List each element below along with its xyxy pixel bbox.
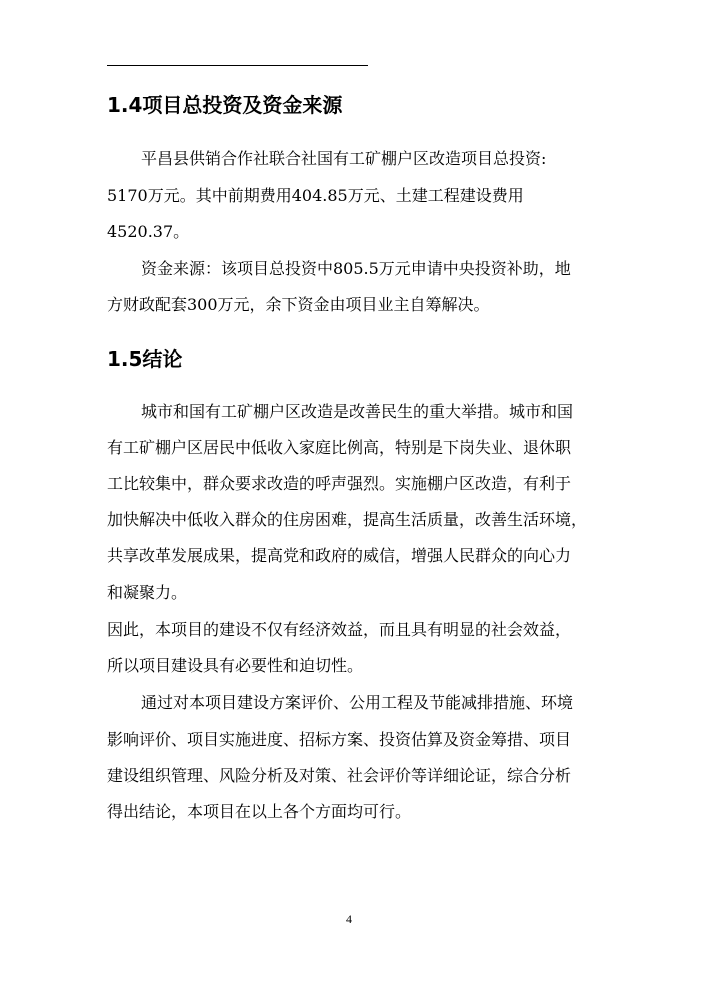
paragraph-line: 有工矿棚户区居民中低收入家庭比例高，特别是下岗失业、退休职: [107, 438, 572, 457]
section-heading: 1.4项目总投资及资金来源: [107, 93, 343, 117]
paragraph-line: 得出结论，本项目在以上各个方面均可行。: [107, 802, 412, 821]
header-rule: [107, 65, 368, 66]
paragraph-line: 城市和国有工矿棚户区改造是改善民生的重大举措。城市和国: [141, 402, 574, 421]
paragraph-line: 4520.37。: [107, 222, 190, 241]
page-number: 4: [346, 912, 352, 926]
paragraph-line: 平昌县供销合作社联合社国有工矿棚户区改造项目总投资:: [141, 149, 547, 168]
paragraph-line: 资金来源：该项目总投资中805.5万元申请中央投资补助，地: [141, 259, 571, 278]
paragraph-line: 方财政配套300万元，余下资金由项目业主自筹解决。: [107, 295, 490, 314]
paragraph-line: 所以项目建设具有必要性和迫切性。: [107, 656, 364, 675]
paragraph-line: 共享改革发展成果，提高党和政府的威信，增强人民群众的向心力: [107, 546, 572, 565]
section-heading: 1.5结论: [107, 347, 183, 371]
paragraph-line: 建设组织管理、风险分析及对策、社会评价等详细论证，综合分析: [107, 766, 572, 785]
paragraph-line: 影响评价、项目实施进度、招标方案、投资估算及资金筹措、项目: [107, 730, 572, 749]
paragraph-line: 因此，本项目的建设不仅有经济效益，而且具有明显的社会效益，: [107, 620, 572, 639]
paragraph-line: 5170万元。其中前期费用404.85万元、土建工程建设费用: [107, 186, 524, 205]
paragraph-line: 加快解决中低收入群众的住房困难，提高生活质量，改善生活环境，: [107, 510, 588, 529]
paragraph-line: 和凝聚力。: [107, 583, 188, 602]
paragraph-line: 工比较集中，群众要求改造的呼声强烈。实施棚户区改造，有利于: [107, 474, 572, 493]
paragraph-line: 通过对本项目建设方案评价、公用工程及节能减排措施、环境: [141, 693, 574, 712]
